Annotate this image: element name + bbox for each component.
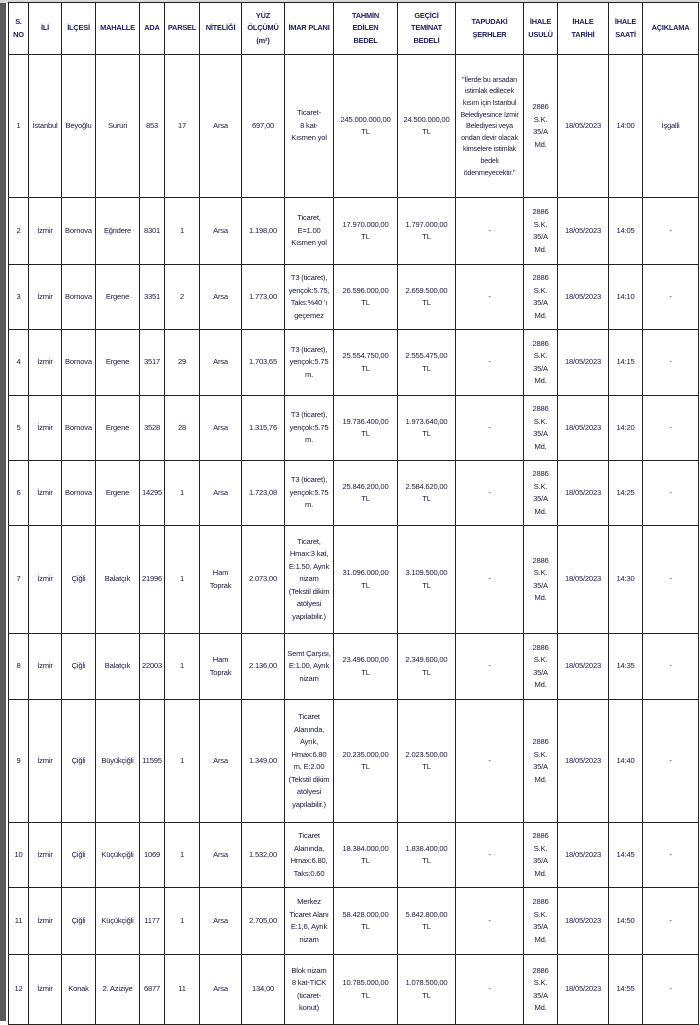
cell-parsel: 1 [165, 526, 200, 634]
cell-ada: 14295 [140, 461, 165, 526]
header-teminat: GEÇİCİ TEMİNAT BEDELİ [398, 3, 456, 55]
header-imar: İMAR PLANI [285, 3, 334, 55]
cell-ilce: Bornova [62, 461, 96, 526]
cell-teminat: 2.584.620,00 TL [398, 461, 456, 526]
header-serh: TAPUDAKİ ŞERHLER [456, 3, 524, 55]
cell-yuz: 1.723,08 [242, 461, 285, 526]
cell-saat: 14:50 [609, 888, 643, 955]
cell-no: 7 [9, 526, 29, 634]
cell-nitelik: Ham Toprak [200, 526, 242, 634]
cell-yuz: 2.136,00 [242, 634, 285, 700]
cell-nitelik: Arsa [200, 198, 242, 265]
cell-parsel: 2 [165, 265, 200, 330]
cell-il: İzmir [29, 461, 62, 526]
cell-bedel: 26.596.000,00 TL [334, 265, 398, 330]
cell-nitelik: Ham Toprak [200, 634, 242, 700]
cell-imar: T3 (ticaret), yençok:5.75 m. [285, 330, 334, 396]
cell-teminat: 2.659.500,00 TL [398, 265, 456, 330]
cell-yuz: 1.773,00 [242, 265, 285, 330]
cell-saat: 14:30 [609, 526, 643, 634]
cell-ilce: Çiğli [62, 888, 96, 955]
cell-parsel: 1 [165, 888, 200, 955]
cell-tarih: 18/05/2023 [558, 634, 609, 700]
cell-ilce: Çiğli [62, 700, 96, 823]
cell-saat: 14:10 [609, 265, 643, 330]
cell-ada: 3351 [140, 265, 165, 330]
header-tarih: İHALE TARİHİ [558, 3, 609, 55]
cell-tarih: 18/05/2023 [558, 396, 609, 461]
cell-mahalle: 2. Aziziye [96, 955, 140, 1025]
cell-tarih: 18/05/2023 [558, 330, 609, 396]
cell-imar: Ticaret, E=1.00 Kısmen yol [285, 198, 334, 265]
cell-parsel: 29 [165, 330, 200, 396]
cell-parsel: 1 [165, 823, 200, 888]
cell-tarih: 18/05/2023 [558, 955, 609, 1025]
cell-usul: 2886 S.K. 35/A Md. [524, 198, 558, 265]
cell-imar: Ticaret, Hmax:3 kat, E:1.50, Ayrık nizam (Tekstil dikim atölyesi yapılabilir.) [285, 526, 334, 634]
header-saat: İHALE SAATİ [609, 3, 643, 55]
cell-no: 2 [9, 198, 29, 265]
cell-bedel: 19.736.400,00 TL [334, 396, 398, 461]
table-row [9, 55, 699, 198]
cell-parsel: 11 [165, 955, 200, 1025]
header-mahalle: MAHALLE [96, 3, 140, 55]
auction-table [8, 2, 699, 1025]
table-row [9, 700, 699, 823]
cell-bedel: 23.496.000,00 TL [334, 634, 398, 700]
header-bedel: TAHMİN EDİLEN BEDEL [334, 3, 398, 55]
cell-aciklama: İşgalli [643, 55, 699, 198]
cell-il: İzmir [29, 888, 62, 955]
cell-saat: 14:05 [609, 198, 643, 265]
header-no: S. NO [9, 3, 29, 55]
cell-usul: 2886 S.K. 35/A Md. [524, 461, 558, 526]
cell-il: İzmir [29, 700, 62, 823]
cell-ada: 3517 [140, 330, 165, 396]
cell-aciklama: - [643, 634, 699, 700]
table-row [9, 396, 699, 461]
cell-nitelik: Arsa [200, 265, 242, 330]
cell-imar: Merkez Ticaret Alanı E:1,6, Ayrık nizam [285, 888, 334, 955]
cell-serh: - [456, 461, 524, 526]
cell-no: 12 [9, 955, 29, 1025]
cell-teminat: 3.109.500,00 TL [398, 526, 456, 634]
cell-yuz: 134,00 [242, 955, 285, 1025]
cell-imar: T3 (ticaret), yençok:5.75, Taks:%40 'ı geçemez [285, 265, 334, 330]
cell-nitelik: Arsa [200, 55, 242, 198]
cell-bedel: 25.554.750,00 TL [334, 330, 398, 396]
cell-bedel: 18.384.000,00 TL [334, 823, 398, 888]
cell-usul: 2886 S.K. 35/A Md. [524, 888, 558, 955]
table-row [9, 888, 699, 955]
cell-il: İzmir [29, 330, 62, 396]
header-row [9, 3, 699, 55]
table-row [9, 823, 699, 888]
cell-teminat: 1.797.000,00 TL [398, 198, 456, 265]
cell-saat: 14:45 [609, 823, 643, 888]
viewer-left-edge [0, 0, 6, 1021]
cell-bedel: 245.000.000,00 TL [334, 55, 398, 198]
cell-ada: 22003 [140, 634, 165, 700]
cell-nitelik: Arsa [200, 700, 242, 823]
cell-ada: 853 [140, 55, 165, 198]
cell-saat: 14:20 [609, 396, 643, 461]
cell-teminat: 5.842.800,00 TL [398, 888, 456, 955]
cell-mahalle: Balatçık [96, 634, 140, 700]
cell-mahalle: Ergene [96, 265, 140, 330]
cell-yuz: 2.705,00 [242, 888, 285, 955]
cell-aciklama: - [643, 526, 699, 634]
cell-usul: 2886 S.K. 35/A Md. [524, 823, 558, 888]
cell-ada: 3528 [140, 396, 165, 461]
cell-usul: 2886 S.K. 35/A Md. [524, 634, 558, 700]
cell-il: İzmir [29, 526, 62, 634]
cell-il: İzmir [29, 634, 62, 700]
cell-usul: 2886 S.K. 35/A Md. [524, 396, 558, 461]
cell-saat: 14:25 [609, 461, 643, 526]
table-row [9, 198, 699, 265]
cell-bedel: 17.970.000,00 TL [334, 198, 398, 265]
cell-aciklama: - [643, 823, 699, 888]
cell-ilce: Çiğli [62, 526, 96, 634]
table-row [9, 955, 699, 1025]
cell-aciklama: - [643, 955, 699, 1025]
header-il: İLİ [29, 3, 62, 55]
cell-saat: 14:00 [609, 55, 643, 198]
cell-usul: 2886 S.K. 35/A Md. [524, 700, 558, 823]
table-row [9, 461, 699, 526]
cell-usul: 2886 S.K. 35/A Md. [524, 955, 558, 1025]
cell-il: İzmir [29, 265, 62, 330]
header-ilce: İLÇESİ [62, 3, 96, 55]
cell-usul: 2886 S.K. 35/A Md. [524, 55, 558, 198]
cell-aciklama: - [643, 396, 699, 461]
cell-bedel: 31.096.000,00 TL [334, 526, 398, 634]
cell-aciklama: - [643, 700, 699, 823]
cell-teminat: 1.078.500,00 TL [398, 955, 456, 1025]
cell-il: İzmir [29, 955, 62, 1025]
cell-yuz: 2.073,00 [242, 526, 285, 634]
cell-no: 8 [9, 634, 29, 700]
header-ada: ADA [140, 3, 165, 55]
cell-serh: - [456, 634, 524, 700]
header-parsel: PARSEL [165, 3, 200, 55]
cell-no: 11 [9, 888, 29, 955]
cell-ada: 1069 [140, 823, 165, 888]
cell-teminat: 1.973.640,00 TL [398, 396, 456, 461]
cell-serh: - [456, 955, 524, 1025]
cell-aciklama: - [643, 198, 699, 265]
cell-il: İzmir [29, 823, 62, 888]
cell-nitelik: Arsa [200, 888, 242, 955]
cell-il: İzmir [29, 198, 62, 265]
cell-parsel: 1 [165, 634, 200, 700]
cell-teminat: 2.023.500,00 TL [398, 700, 456, 823]
cell-mahalle: Ergene [96, 461, 140, 526]
cell-nitelik: Arsa [200, 823, 242, 888]
cell-tarih: 18/05/2023 [558, 700, 609, 823]
cell-imar: T3 (ticaret), yençok:5.75 m. [285, 396, 334, 461]
cell-saat: 14:55 [609, 955, 643, 1025]
cell-bedel: 25.846.200,00 TL [334, 461, 398, 526]
cell-aciklama: - [643, 265, 699, 330]
cell-saat: 14:40 [609, 700, 643, 823]
cell-usul: 2886 S.K. 35/A Md. [524, 526, 558, 634]
header-aciklama: AÇIKLAMA [643, 3, 699, 55]
cell-ilce: Çiğli [62, 634, 96, 700]
table-row [9, 634, 699, 700]
cell-nitelik: Arsa [200, 330, 242, 396]
cell-tarih: 18/05/2023 [558, 461, 609, 526]
cell-ilce: Beyoğlu [62, 55, 96, 198]
cell-yuz: 1.315,76 [242, 396, 285, 461]
cell-il: İstanbul [29, 55, 62, 198]
cell-imar: Ticaret Alanında, Ayrık, Hmax:6.80 m, E:2.00 (Tekstil dikim atölyesi yapılabilir.) [285, 700, 334, 823]
cell-aciklama: - [643, 330, 699, 396]
cell-il: İzmir [29, 396, 62, 461]
cell-serh: - [456, 198, 524, 265]
table-row [9, 265, 699, 330]
cell-ada: 6877 [140, 955, 165, 1025]
cell-mahalle: Küçükçiğli [96, 888, 140, 955]
cell-nitelik: Arsa [200, 461, 242, 526]
cell-no: 5 [9, 396, 29, 461]
table-row [9, 526, 699, 634]
cell-ada: 11595 [140, 700, 165, 823]
cell-serh: - [456, 526, 524, 634]
cell-mahalle: Ergene [96, 396, 140, 461]
cell-teminat: 2.349.600,00 TL [398, 634, 456, 700]
cell-imar: Semt Çarşısı, E:1.00, Ayrık nizam [285, 634, 334, 700]
cell-tarih: 18/05/2023 [558, 888, 609, 955]
cell-nitelik: Arsa [200, 955, 242, 1025]
cell-mahalle: Küçükçiğli [96, 823, 140, 888]
header-yuz: YÜZ ÖLÇÜMÜ (m²) [242, 3, 285, 55]
cell-saat: 14:15 [609, 330, 643, 396]
cell-no: 6 [9, 461, 29, 526]
cell-tarih: 18/05/2023 [558, 55, 609, 198]
cell-ilce: Bornova [62, 396, 96, 461]
cell-imar: Ticaret- 8 kat- Kısmen yol [285, 55, 334, 198]
cell-bedel: 10.785.000,00 TL [334, 955, 398, 1025]
cell-teminat: 2.555.475,00 TL [398, 330, 456, 396]
cell-tarih: 18/05/2023 [558, 823, 609, 888]
table-row [9, 330, 699, 396]
header-nitelik: NİTELİĞİ [200, 3, 242, 55]
cell-mahalle: Büyükçiğli [96, 700, 140, 823]
cell-teminat: 24.500.000,00 TL [398, 55, 456, 198]
cell-ada: 1177 [140, 888, 165, 955]
cell-no: 3 [9, 265, 29, 330]
cell-imar: Ticaret Alanında, Hmax:6.80, Taks:0.60 [285, 823, 334, 888]
cell-mahalle: Eğridere [96, 198, 140, 265]
cell-serh: - [456, 265, 524, 330]
cell-serh: - [456, 330, 524, 396]
cell-no: 9 [9, 700, 29, 823]
cell-bedel: 20.235.000,00 TL [334, 700, 398, 823]
cell-mahalle: Sururi [96, 55, 140, 198]
cell-ilce: Bornova [62, 330, 96, 396]
cell-serh: - [456, 396, 524, 461]
cell-saat: 14:35 [609, 634, 643, 700]
cell-parsel: 1 [165, 461, 200, 526]
cell-usul: 2886 S.K. 35/A Md. [524, 330, 558, 396]
cell-ada: 8301 [140, 198, 165, 265]
cell-parsel: 28 [165, 396, 200, 461]
cell-tarih: 18/05/2023 [558, 198, 609, 265]
cell-usul: 2886 S.K. 35/A Md. [524, 265, 558, 330]
cell-tarih: 18/05/2023 [558, 526, 609, 634]
cell-bedel: 58.428.000,00 TL [334, 888, 398, 955]
cell-aciklama: - [643, 888, 699, 955]
cell-yuz: 1.703,65 [242, 330, 285, 396]
cell-imar: T3 (ticaret), yençok:5.75 m. [285, 461, 334, 526]
cell-no: 10 [9, 823, 29, 888]
cell-yuz: 1.532,00 [242, 823, 285, 888]
header-usul: İHALE USULÜ [524, 3, 558, 55]
cell-imar: Blok nizam 8 kat-TİCK (ticaret- konut) [285, 955, 334, 1025]
cell-parsel: 1 [165, 198, 200, 265]
cell-serh: "İlerde bu arsadan istimlak edilecek kısım için İstanbul Belediyesince İzmir Belediyesi veya ondan devir olacak kimselere istimlak bedeli ödenmeyecektir." [456, 55, 524, 198]
cell-nitelik: Arsa [200, 396, 242, 461]
cell-serh: - [456, 823, 524, 888]
cell-serh: - [456, 700, 524, 823]
cell-mahalle: Balatçık [96, 526, 140, 634]
cell-ilce: Konak [62, 955, 96, 1025]
cell-ilce: Çiğli [62, 823, 96, 888]
cell-ada: 21996 [140, 526, 165, 634]
cell-no: 1 [9, 55, 29, 198]
cell-ilce: Bornova [62, 265, 96, 330]
cell-parsel: 17 [165, 55, 200, 198]
cell-yuz: 697,00 [242, 55, 285, 198]
cell-tarih: 18/05/2023 [558, 265, 609, 330]
cell-teminat: 1.838.400,00 TL [398, 823, 456, 888]
cell-ilce: Bornova [62, 198, 96, 265]
cell-yuz: 1.349,00 [242, 700, 285, 823]
cell-mahalle: Ergene [96, 330, 140, 396]
cell-aciklama: - [643, 461, 699, 526]
cell-no: 4 [9, 330, 29, 396]
cell-parsel: 1 [165, 700, 200, 823]
cell-yuz: 1.198,00 [242, 198, 285, 265]
cell-serh: - [456, 888, 524, 955]
